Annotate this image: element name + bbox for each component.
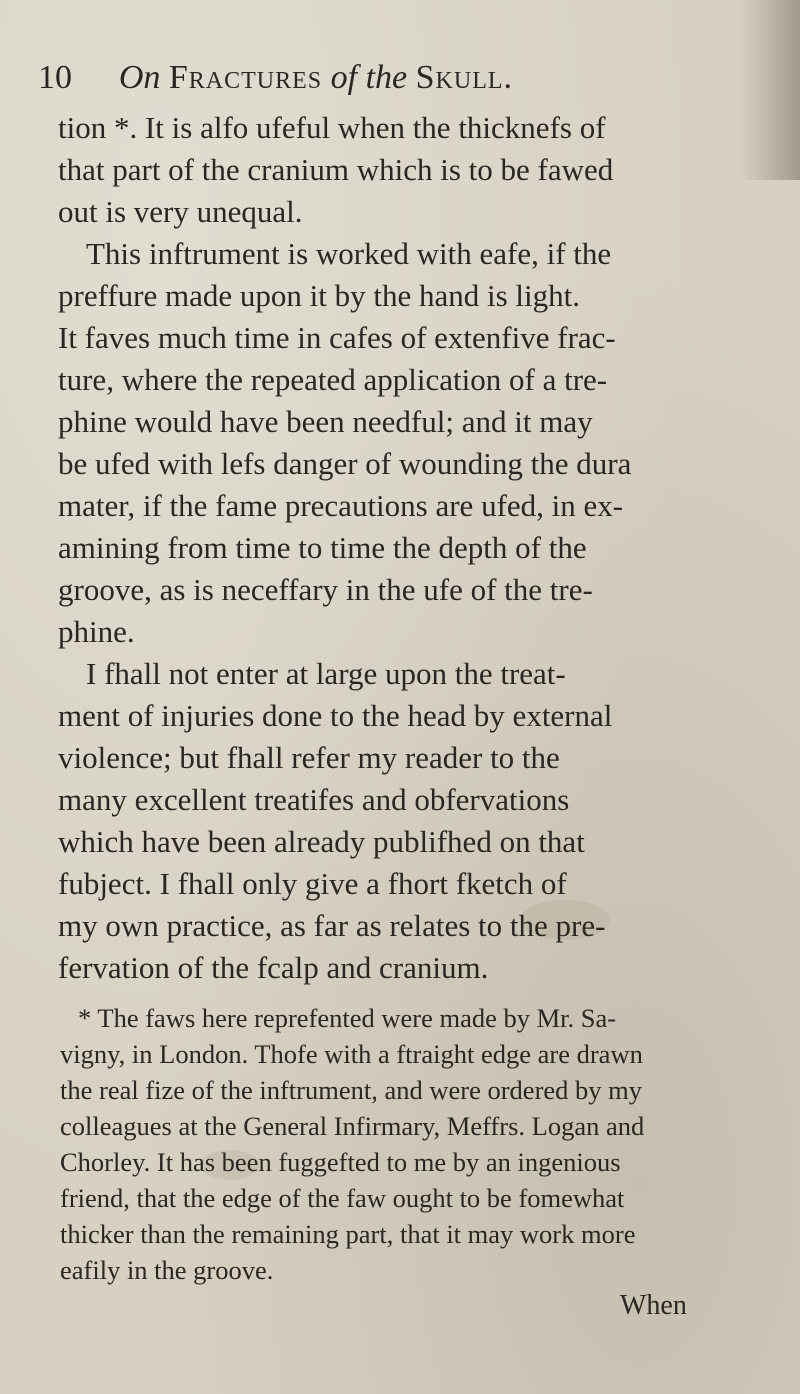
title-subject: Skull.	[415, 59, 514, 96]
footnote-line: the real fize of the inftrument, and were ordered by my	[60, 1075, 643, 1105]
body-line: be ufed with lefs danger of wounding the dura	[58, 446, 632, 481]
footnote-line: friend, that the edge of the faw ought to be fomewhat	[60, 1183, 625, 1213]
running-head	[38, 52, 598, 102]
body-line: phine would have been needful; and it may	[58, 404, 593, 439]
body-line: violence; but fhall refer my reader to the	[58, 740, 560, 775]
body-line: tion *. It is alfo ufeful when the thicknefs of	[58, 110, 606, 145]
footnote-line: vigny, in London. Thofe with a ftraight edge are drawn	[60, 1039, 643, 1069]
title-the: the	[365, 59, 408, 96]
footnote-line: colleagues at the General Infirmary, Meffrs. Logan and	[60, 1111, 645, 1141]
footnote-line: Chorley. It has been fuggefted to me by an ingenious	[60, 1147, 621, 1177]
body-line: my own practice, as far as relates to the pre-	[58, 908, 606, 943]
page-number: 10	[38, 59, 72, 96]
body-line: groove, as is neceffary in the ufe of the tre-	[58, 572, 593, 607]
body-line: It faves much time in cafes of extenfive frac-	[58, 320, 616, 355]
body-line: This inftrument is worked with eafe, if the	[86, 236, 612, 271]
title-prefix: On	[118, 59, 161, 96]
body-line: fervation of the fcalp and cranium.	[58, 950, 489, 985]
body-line: ture, where the repeated application of a tre-	[58, 362, 608, 397]
body-line: fubject. I fhall only give a fhort fketch of	[58, 866, 567, 901]
body-line: preffure made upon it by the hand is light.	[58, 278, 581, 313]
body-line: out is very unequal.	[58, 194, 303, 229]
body-line: many excellent treatifes and obfervations	[58, 782, 570, 817]
body-line: amining from time to time the depth of the	[58, 530, 587, 565]
body-line: mater, if the fame precautions are ufed, in ex-	[58, 488, 624, 523]
footnote-line: * The faws here reprefented were made by Mr. Sa-	[78, 1003, 617, 1033]
catchword: When	[620, 1290, 687, 1321]
body-line: phine.	[58, 614, 135, 649]
body-line: I fhall not enter at large upon the treat-	[86, 656, 566, 691]
body-line: that part of the cranium which is to be fawed	[58, 152, 614, 187]
title-main: Fractures	[168, 59, 323, 96]
body-line: ment of injuries done to the head by external	[58, 698, 613, 733]
body-line: which have been already publifhed on that	[58, 824, 585, 859]
footnote-line: thicker than the remaining part, that it may work more	[60, 1219, 636, 1249]
footnote-line: eafily in the groove.	[60, 1255, 274, 1285]
running-title	[119, 59, 513, 96]
title-of: of	[330, 59, 358, 96]
